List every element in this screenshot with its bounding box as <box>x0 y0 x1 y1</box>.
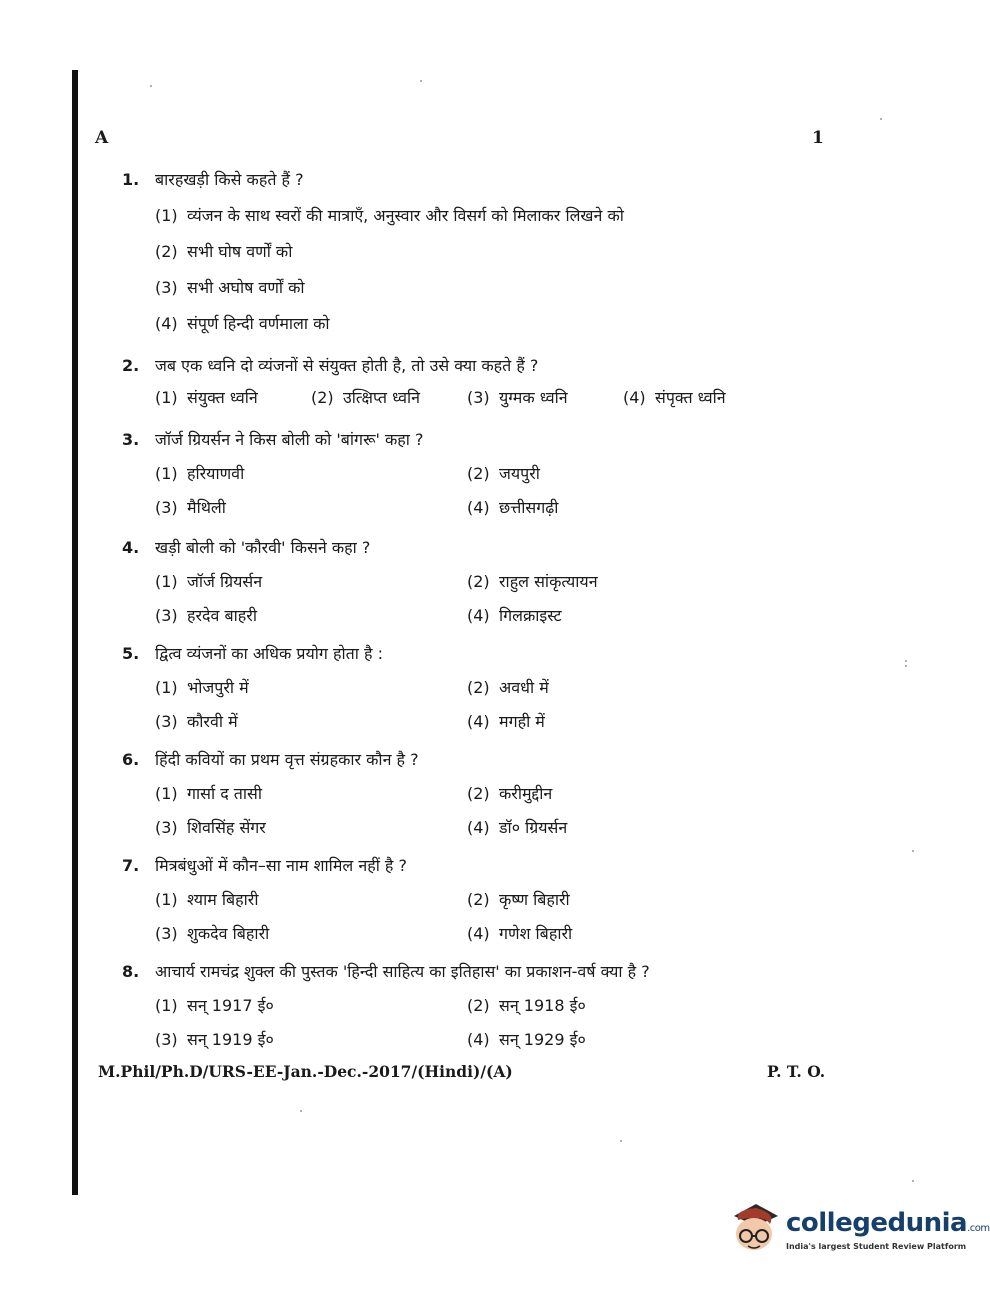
question-item <box>122 170 772 334</box>
question-text: जॉर्ज ग्रियर्सन ने किस बोली को 'बांगरू' कहा ? <box>155 430 424 449</box>
option-number: (2) <box>467 572 490 591</box>
option-number: (3) <box>155 498 178 517</box>
question-text: आचार्य रामचंद्र शुक्ल की पुस्तक 'हिन्दी साहित्य का इतिहास' का प्रकाशन-वर्ष क्या है ? <box>155 962 650 981</box>
question-text: मित्रबंधुओं में कौन–सा नाम शामिल नहीं है ? <box>155 856 407 875</box>
option-text: गणेश बिहारी <box>499 924 573 943</box>
answer-option <box>467 890 727 910</box>
option-number: (1) <box>155 996 178 1015</box>
answer-option <box>155 818 467 838</box>
option-text: हरियाणवी <box>187 464 245 483</box>
option-text: राहुल सांकृत्यायन <box>499 572 598 591</box>
question-text: द्वित्व व्यंजनों का अधिक प्रयोग होता है : <box>155 644 383 663</box>
question-item <box>122 538 772 626</box>
option-number: (2) <box>467 678 490 697</box>
option-text: सन् 1917 ई० <box>187 996 274 1015</box>
option-list <box>155 890 772 944</box>
option-number: (3) <box>155 924 178 943</box>
option-text: भोजपुरी में <box>187 678 249 697</box>
option-text: गिलक्राइस्ट <box>499 606 562 625</box>
answer-option <box>155 996 467 1016</box>
answer-option <box>155 784 467 804</box>
option-number: (4) <box>467 1030 490 1049</box>
answer-option <box>155 712 467 732</box>
answer-option <box>155 890 467 910</box>
answer-option <box>467 924 727 944</box>
question-number: 1. <box>122 170 140 189</box>
option-text: मैथिली <box>187 498 226 517</box>
answer-option <box>467 464 727 484</box>
question-text: जब एक ध्वनि दो व्यंजनों से संयुक्त होती है, तो उसे क्या कहते हैं ? <box>155 356 539 375</box>
answer-option <box>155 924 467 944</box>
answer-option <box>467 996 727 1016</box>
option-number: (3) <box>155 1030 178 1049</box>
answer-option <box>155 1030 467 1050</box>
option-list <box>155 206 772 334</box>
option-number: (2) <box>467 890 490 909</box>
answer-option <box>155 464 467 484</box>
question-number: 2. <box>122 356 140 375</box>
answer-option <box>155 606 467 626</box>
page-number: 1 <box>812 128 824 148</box>
option-text: करीमुद्दीन <box>499 784 553 803</box>
option-number: (4) <box>467 818 490 837</box>
brand-name: collegedunia.com <box>786 1208 990 1238</box>
answer-option <box>467 572 727 592</box>
option-number: (3) <box>467 388 490 407</box>
option-number: (4) <box>467 606 490 625</box>
option-text: हरदेव बाहरी <box>187 606 257 625</box>
option-number: (4) <box>467 498 490 517</box>
option-text: कृष्ण बिहारी <box>499 890 570 909</box>
option-text: श्याम बिहारी <box>187 890 259 909</box>
option-list <box>155 388 772 408</box>
option-number: (4) <box>467 924 490 943</box>
question-item <box>122 856 772 944</box>
option-text: सभी घोष वर्णों को <box>187 242 293 261</box>
answer-option <box>467 818 727 838</box>
option-text: कौरवी में <box>187 712 238 731</box>
answer-option <box>155 242 772 262</box>
answer-option <box>467 498 727 518</box>
option-number: (3) <box>155 818 178 837</box>
option-text: जॉर्ज ग्रियर्सन <box>187 572 263 591</box>
answer-option <box>155 388 311 408</box>
option-number: (3) <box>155 712 178 731</box>
question-text: बारहखड़ी किसे कहते हैं ? <box>155 170 304 189</box>
answer-option <box>155 498 467 518</box>
option-number: (1) <box>155 464 178 483</box>
question-item <box>122 356 772 408</box>
option-text: व्यंजन के साथ स्वरों की मात्राएँ, अनुस्वार और विसर्ग को मिलाकर लिखने को <box>187 206 624 225</box>
option-text: सभी अघोष वर्णों को <box>187 278 305 297</box>
option-text: डॉ० ग्रियर्सन <box>499 818 568 837</box>
option-text: सन् 1918 ई० <box>499 996 586 1015</box>
option-list <box>155 784 772 838</box>
question-text: खड़ी बोली को 'कौरवी' किसने कहा ? <box>155 538 371 557</box>
question-number: 5. <box>122 644 140 663</box>
option-text: संपूर्ण हिन्दी वर्णमाला को <box>187 314 330 333</box>
question-item <box>122 644 772 732</box>
option-text: युग्मक ध्वनि <box>499 388 568 407</box>
answer-option <box>467 388 623 408</box>
option-text: संपृक्त ध्वनि <box>655 388 726 407</box>
option-text: संयुक्त ध्वनि <box>187 388 258 407</box>
answer-option <box>467 606 727 626</box>
answer-option <box>467 678 727 698</box>
option-number: (2) <box>467 996 490 1015</box>
option-number: (3) <box>155 606 178 625</box>
option-number: (4) <box>467 712 490 731</box>
option-text: सन् 1929 ई० <box>499 1030 586 1049</box>
option-text: शुकदेव बिहारी <box>187 924 270 943</box>
question-text: हिंदी कवियों का प्रथम वृत्त संग्रहकार कौन है ? <box>155 750 419 769</box>
option-number: (1) <box>155 784 178 803</box>
option-text: उत्क्षिप्त ध्वनि <box>343 388 421 407</box>
answer-option <box>155 678 467 698</box>
answer-option <box>467 1030 727 1050</box>
question-item <box>122 962 772 1050</box>
answer-option <box>467 784 727 804</box>
option-text: सन् 1919 ई० <box>187 1030 274 1049</box>
option-list <box>155 996 772 1050</box>
option-text: मगही में <box>499 712 545 731</box>
brand-tagline: India's largest Student Review Platform <box>786 1242 967 1251</box>
page-edge-bar <box>72 70 78 1195</box>
paper-code: M.Phil/Ph.D/URS-EE-Jan.-Dec.-2017/(Hindi)/(A) <box>98 1062 513 1081</box>
option-number: (4) <box>623 388 646 407</box>
answer-option <box>467 712 727 732</box>
answer-option <box>311 388 467 408</box>
question-item <box>122 430 772 518</box>
collegedunia-watermark <box>726 1198 990 1260</box>
option-number: (2) <box>467 464 490 483</box>
answer-option <box>155 206 772 226</box>
question-number: 6. <box>122 750 140 769</box>
question-number: 8. <box>122 962 140 981</box>
option-text: जयपुरी <box>499 464 540 483</box>
question-set-label: A <box>95 128 109 148</box>
option-list <box>155 572 772 626</box>
option-number: (3) <box>155 278 178 297</box>
option-number: (1) <box>155 206 178 225</box>
option-number: (1) <box>155 388 178 407</box>
option-text: गार्सा द तासी <box>187 784 263 803</box>
option-number: (2) <box>467 784 490 803</box>
option-number: (1) <box>155 678 178 697</box>
option-text: अवधी में <box>499 678 549 697</box>
option-text: शिवसिंह सेंगर <box>187 818 266 837</box>
option-text: छत्तीसगढ़ी <box>499 498 559 517</box>
option-number: (1) <box>155 572 178 591</box>
answer-option <box>155 314 772 334</box>
mascot-logo-icon <box>726 1198 782 1256</box>
question-number: 7. <box>122 856 140 875</box>
answer-option <box>155 572 467 592</box>
option-list <box>155 678 772 732</box>
option-number: (4) <box>155 314 178 333</box>
answer-option <box>155 278 772 298</box>
option-number: (2) <box>311 388 334 407</box>
option-number: (1) <box>155 890 178 909</box>
pto-label: P. T. O. <box>767 1062 826 1081</box>
question-number: 3. <box>122 430 140 449</box>
question-list <box>122 170 772 1050</box>
option-list <box>155 464 772 518</box>
option-number: (2) <box>155 242 178 261</box>
question-item <box>122 750 772 838</box>
question-number: 4. <box>122 538 140 557</box>
answer-option <box>623 388 726 408</box>
